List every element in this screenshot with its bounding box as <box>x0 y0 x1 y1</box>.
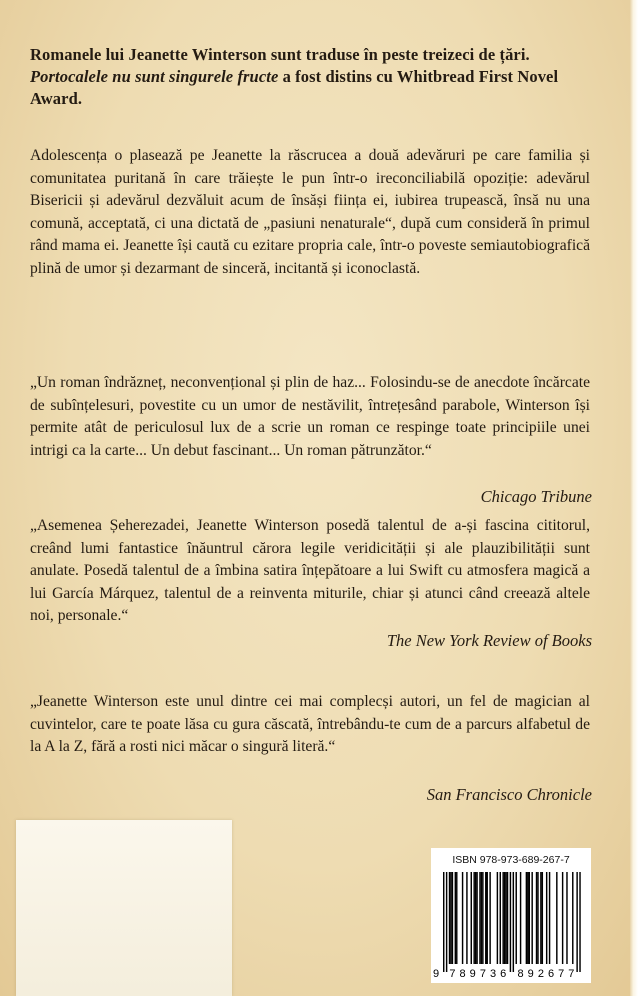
barcode-bar <box>513 872 514 972</box>
barcode-bar <box>446 872 447 972</box>
barcode-bar <box>489 872 490 964</box>
sticker-label <box>16 820 232 996</box>
barcode-bar <box>485 872 486 964</box>
barcode-bar <box>476 872 477 964</box>
barcode-bar <box>481 872 482 964</box>
barcode-digit: 6 <box>500 968 507 980</box>
barcode-bar <box>572 872 573 964</box>
barcode-bar <box>497 872 498 964</box>
intro-paragraph <box>30 44 586 110</box>
barcode-bar <box>479 872 480 964</box>
barcode-bar <box>526 872 527 964</box>
barcode-graphic <box>431 848 591 983</box>
intro-line-a: Romanele lui Jeanette Winterson sunt traduse în peste treizeci de țări. <box>30 45 530 64</box>
barcode-digit: 9 <box>432 968 440 980</box>
barcode-bar <box>527 872 528 964</box>
barcode-digit: 6 <box>547 968 555 980</box>
quote-chicago-tribune: „Un roman îndrăzneț, neconvențional și plin de haz... Folosindu-se de anecdote încărcate de subînțelesuri, povestite cu un umor de nestăvilit, întrețesând parabole, Winterson își permite atât de periculosul lux de a scrie un roman ce respinge toate principiile unei intrigi ca la carte... Un debut fascinant... Un roman pătrunzător.“ <box>30 374 590 459</box>
barcode-digit: 9 <box>469 968 476 980</box>
barcode-bar <box>487 872 488 964</box>
barcode-bar <box>482 872 483 964</box>
barcode-bar <box>537 872 538 964</box>
barcode-bar <box>475 872 476 964</box>
intro-line-b: a fost distins cu Whitbread First Novel Award. <box>30 67 559 108</box>
barcode-bar <box>520 872 521 964</box>
page-edge <box>630 0 638 996</box>
barcode-bar <box>500 872 501 964</box>
barcode-bar <box>549 872 550 964</box>
barcode-bar <box>455 872 456 964</box>
quote-source-chicago-tribune: Chicago Tribune <box>480 487 592 506</box>
isbn-label: ISBN 978-973-689-267-7 <box>452 854 570 866</box>
barcode-bar <box>556 872 557 964</box>
barcode-bar <box>546 872 547 964</box>
barcode-bar <box>456 872 457 964</box>
barcode-digit: 2 <box>537 968 544 980</box>
quote-san-francisco-chronicle: „Jeanette Winterson este unul dintre cei mai complecși autori, un fel de magician al cuvintelor, care te poate lăsa cu gura căscată, întrebându-te cum de a parcurs alfabetul de la A la Z, fără a rosti nici măcar o singură literă.“ <box>30 693 590 755</box>
barcode-bar <box>540 872 541 964</box>
barcode-bar <box>566 872 567 964</box>
barcode-bar <box>443 872 444 972</box>
barcode-bar <box>449 872 450 964</box>
barcode-bar <box>466 872 467 964</box>
barcode-bar <box>529 872 530 964</box>
barcode-bar <box>542 872 543 964</box>
barcode-bar <box>502 872 503 964</box>
barcode-digit: 9 <box>527 968 534 980</box>
barcode-bar <box>531 872 532 964</box>
barcode-bar <box>471 872 472 964</box>
barcode-bar <box>536 872 537 964</box>
barcode-bar <box>504 872 505 964</box>
barcode-bar <box>576 872 577 972</box>
barcode-digit: 8 <box>459 968 466 980</box>
summary-paragraph: Adolescența o plasează pe Jeanette la răscrucea a două adevăruri pe care familia și comunitatea puritană în care trăiește le pun într-o ireconciliabilă opoziție: adevărul Bisericii și adevărul dezvăluit acum de însăși ființa ei, iubirea trupească, însă nu una comună, acceptată, ci una dictată de „pasiuni nenaturale“, după cum consideră în primul rând mama ei. Jeanette își caută cu ezitare propria cale, într-o poveste semiautobiografică plină de umor și dezarmant de sinceră, incitantă și iconoclastă. <box>30 147 590 277</box>
barcode-bar <box>462 872 463 964</box>
quote-source-san-francisco-chronicle: San Francisco Chronicle <box>426 785 592 804</box>
quote-ny-review-of-books: „Asemenea Șeherezadei, Jeanette Winterson posedă talentul de a-și fascina cititorul, creând lumi fantastice înăuntrul cărora legile veridicității și ale plauzibilității sunt anulate. Posedă talentul de a îmbina satira înțepătoare a lui Swift cu atmosfera magică a lui García Márquez, talentul de a reinventa miturile, chiar și atunci când creează altele noi, personale.“ <box>30 517 590 624</box>
barcode-digit: 7 <box>449 968 456 980</box>
quote-source-ny-review-of-books: The New York Review of Books <box>386 631 592 650</box>
isbn-barcode-box <box>431 848 591 983</box>
barcode-digit: 7 <box>479 968 486 980</box>
barcode-bar <box>510 872 511 972</box>
barcode-bar <box>507 872 508 964</box>
barcode-digit: 8 <box>517 968 524 980</box>
barcode-bar <box>516 872 517 964</box>
barcode-digit: 7 <box>558 968 565 980</box>
intro-book-title: Portocalele nu sunt singurele fructe <box>30 67 279 86</box>
barcode-bar <box>562 872 563 964</box>
barcode-bar <box>505 872 506 964</box>
barcode-bar <box>579 872 580 972</box>
barcode-digit: 3 <box>489 968 497 980</box>
barcode-digit: 7 <box>568 968 575 980</box>
barcode-bar <box>452 872 453 964</box>
barcode-bar <box>473 872 474 964</box>
barcode-bar <box>450 872 451 964</box>
